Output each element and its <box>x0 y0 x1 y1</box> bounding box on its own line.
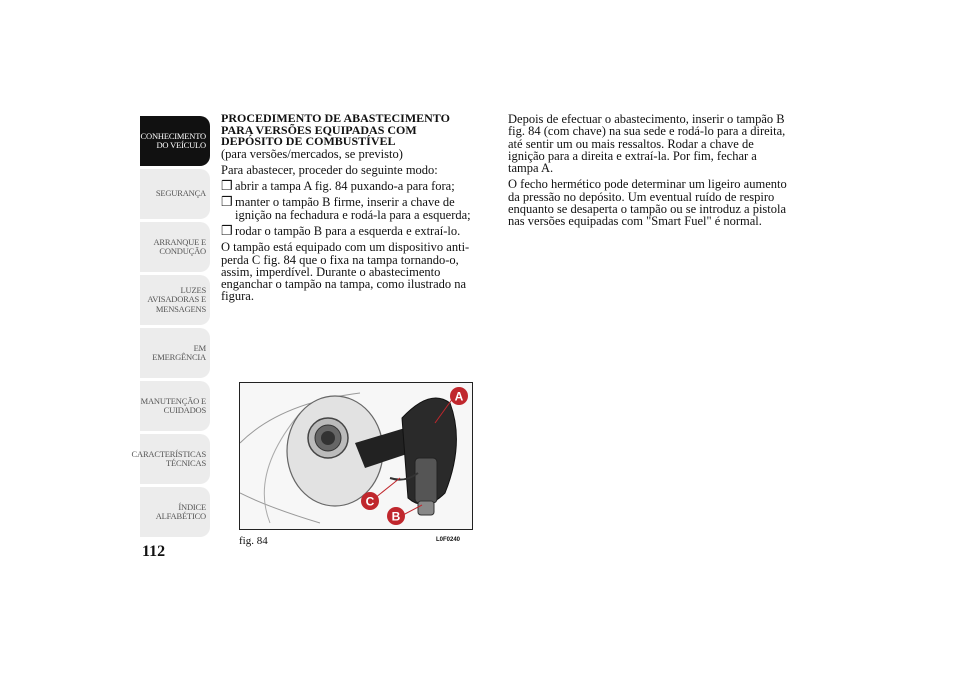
figure-callouts <box>240 383 472 529</box>
tab-indice-alfabetico[interactable]: ÍNDICE ALFABÉTICO <box>140 487 210 537</box>
tab-luzes-avisadoras[interactable]: LUZES AVISADORAS E MENSAGENS <box>140 275 210 325</box>
tab-caracteristicas-tecnicas[interactable]: CARACTERÍSTICAS TÉCNICAS <box>140 434 210 484</box>
intro-text: Para abastecer, proceder do seguinte modo: <box>221 162 438 177</box>
checkbox-bullet-icon: ❒ <box>221 194 233 210</box>
text-column-left <box>221 113 491 307</box>
checkbox-bullet-icon: ❒ <box>221 222 233 238</box>
section-heading: PROCEDIMENTO DE ABASTECIMENTO PARA VERSÕES EQUIPADAS COM DEPÓSITO DE COMBUSTÍVEL <box>221 111 450 148</box>
text-column-right <box>508 113 788 232</box>
body-paragraph: O fecho hermético pode determinar um ligeiro aumento da pressão no depósito. Um eventual ruído de respiro enquanto se desaperta o tampão ou se introduz a pistola nas versões equipadas com "Smart Fuel" é normal. <box>508 177 787 229</box>
callout-a: A <box>454 389 464 404</box>
tab-arranque-e-conducao[interactable]: ARRANQUE E CONDUÇÃO <box>140 222 210 272</box>
list-item: ❒ abrir a tampa A fig. 84 puxando-a para fora; <box>221 178 455 194</box>
callout-c: C <box>365 494 375 509</box>
checkbox-bullet-icon: ❒ <box>221 178 233 194</box>
page-number: 112 <box>142 543 166 560</box>
figure-caption: fig. 84 <box>239 535 268 547</box>
figure-code: L0F0240 <box>436 537 461 543</box>
body-paragraph: O tampão está equipado com um dispositivo anti-perda C fig. 84 que o fixa na tampa tornando-o, assim, imperdível. Durante o abastecimento enganchar o tampão na tampa, como ilustrado na figura. <box>221 240 470 304</box>
tab-em-emergencia[interactable]: EM EMERGÊNCIA <box>140 328 210 378</box>
callout-b: B <box>391 509 401 524</box>
body-paragraph: Depois de efectuar o abastecimento, inserir o tampão B fig. 84 (com chave) na sua sede e rodá-lo para a direita, até sentir um ou mais ressaltos. Rodar a chave de ignição para a direita e extraí-la. Por fim, fechar a tampa A. <box>508 112 786 176</box>
tab-manutencao[interactable]: MANUTENÇÃO E CUIDADOS <box>140 381 210 431</box>
section-subheading: (para versões/mercados, se previsto) <box>221 146 403 161</box>
tab-conhecimento-do-veiculo[interactable]: CONHECIMENTO DO VEÍCULO <box>140 116 210 166</box>
list-item: ❒ rodar o tampão B para a esquerda e extraí-lo. <box>221 222 461 238</box>
list-item: ❒ manter o tampão B firme, inserir a chave de ignição na fechadura e rodá-la para a esquerda; <box>221 194 471 222</box>
tab-seguranca[interactable]: SEGURANÇA <box>140 169 210 219</box>
chapter-sidebar <box>131 116 210 540</box>
fuel-cap-illustration <box>239 382 473 530</box>
